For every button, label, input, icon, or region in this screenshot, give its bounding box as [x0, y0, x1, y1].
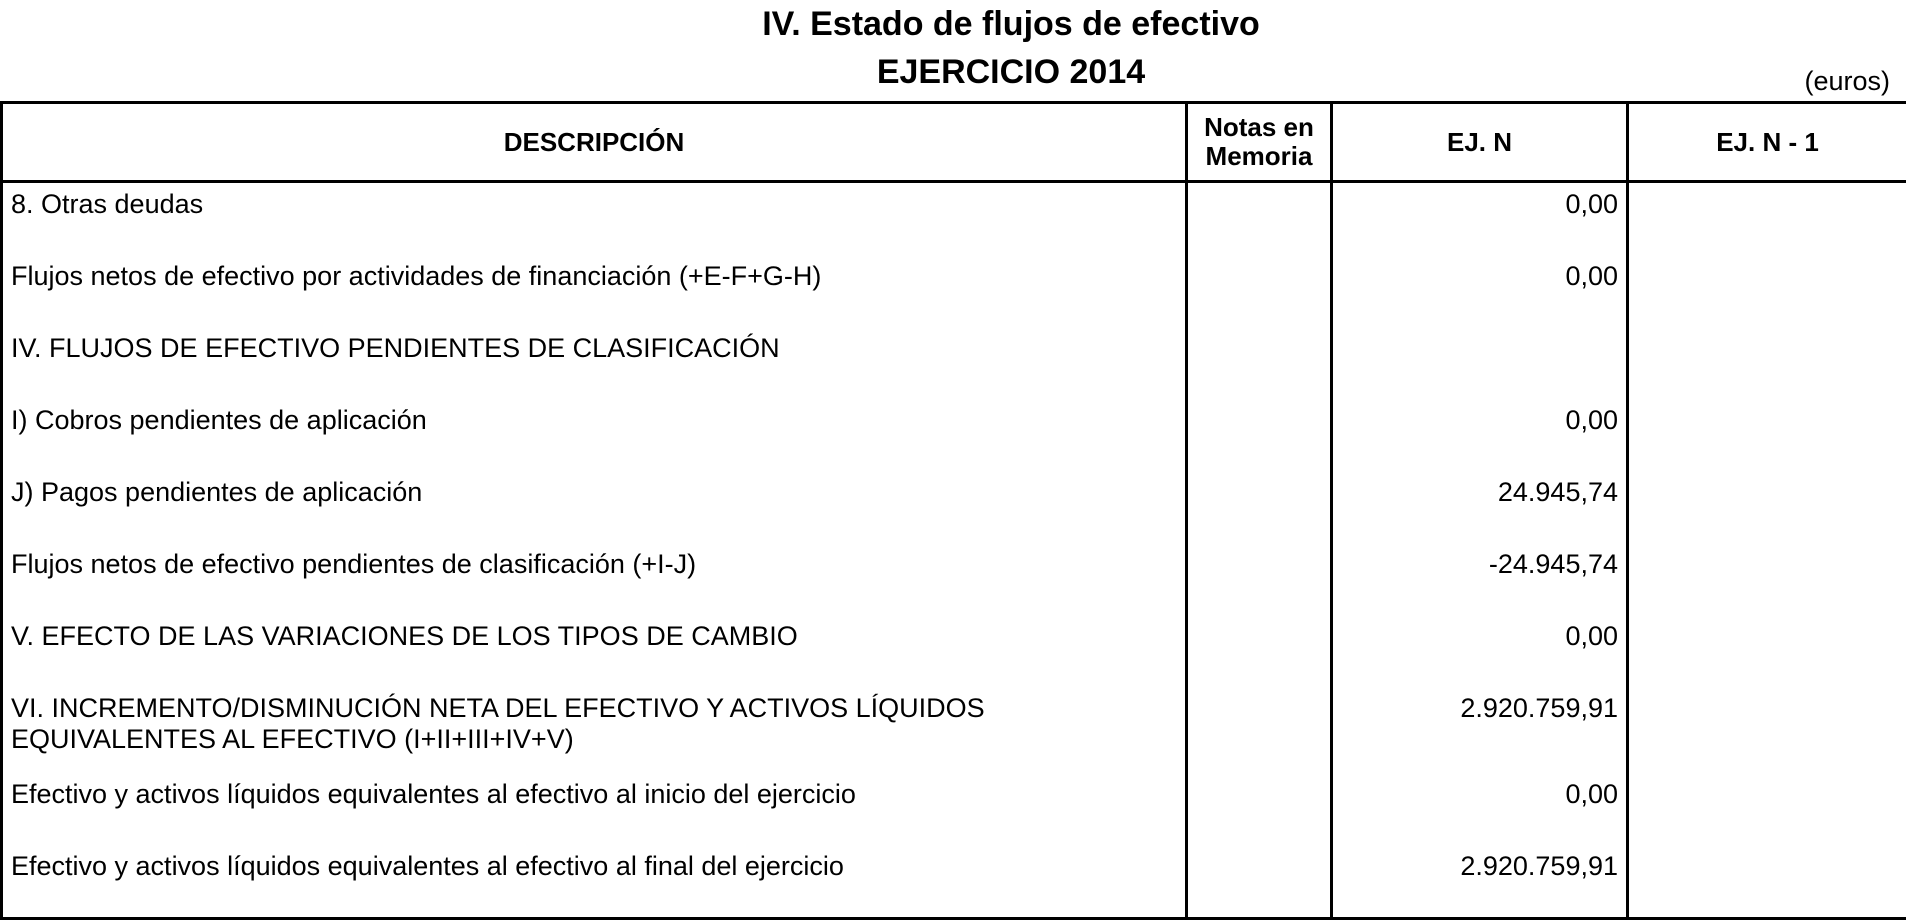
row-previous-value — [1628, 471, 1906, 543]
row-previous-value — [1628, 327, 1906, 399]
column-header-current-year: EJ. N — [1332, 103, 1628, 182]
row-current-value: 0,00 — [1332, 182, 1628, 256]
table-row — [2, 687, 1906, 773]
row-current-value: 0,00 — [1332, 255, 1628, 327]
row-previous-value — [1628, 845, 1906, 919]
row-description: Flujos netos de efectivo pendientes de clasificación (+I-J) — [2, 543, 1187, 615]
row-notes — [1187, 327, 1332, 399]
row-current-value: 2.920.759,91 — [1332, 687, 1628, 773]
row-current-value: 0,00 — [1332, 399, 1628, 471]
table-row — [2, 327, 1906, 399]
row-notes — [1187, 615, 1332, 687]
page-title: IV. Estado de flujos de efectivo — [0, 4, 1906, 44]
currency-units-label: (euros) — [1804, 66, 1890, 96]
table-row — [2, 543, 1906, 615]
row-description-line2: EQUIVALENTES AL EFECTIVO (I+II+III+IV+V) — [11, 724, 574, 754]
row-description: Efectivo y activos líquidos equivalentes al efectivo al inicio del ejercicio — [2, 773, 1187, 845]
table-row — [2, 773, 1906, 845]
column-header-previous-year: EJ. N - 1 — [1628, 103, 1906, 182]
row-description-line1: VI. INCREMENTO/DISMINUCIÓN NETA DEL EFECTIVO Y ACTIVOS LÍQUIDOS — [11, 693, 985, 723]
row-previous-value — [1628, 615, 1906, 687]
row-description: V. EFECTO DE LAS VARIACIONES DE LOS TIPOS DE CAMBIO — [2, 615, 1187, 687]
row-current-value: 2.920.759,91 — [1332, 845, 1628, 919]
row-description: Efectivo y activos líquidos equivalentes al efectivo al final del ejercicio — [2, 845, 1187, 919]
cash-flow-table — [0, 101, 1906, 920]
row-notes — [1187, 687, 1332, 773]
row-description: 8. Otras deudas — [2, 182, 1187, 256]
row-current-value: 0,00 — [1332, 773, 1628, 845]
fiscal-year-title: EJERCICIO 2014 — [0, 52, 1906, 92]
column-header-notes-line2: Memoria — [1206, 141, 1313, 171]
column-header-notes — [1187, 103, 1332, 182]
table-row — [2, 615, 1906, 687]
table-header-row — [2, 103, 1906, 182]
row-previous-value — [1628, 543, 1906, 615]
table-row — [2, 255, 1906, 327]
row-notes — [1187, 182, 1332, 256]
row-notes — [1187, 471, 1332, 543]
table-row — [2, 399, 1906, 471]
row-description: J) Pagos pendientes de aplicación — [2, 471, 1187, 543]
table-row — [2, 182, 1906, 256]
row-current-value: 0,00 — [1332, 615, 1628, 687]
row-previous-value — [1628, 255, 1906, 327]
row-description — [2, 687, 1187, 773]
row-current-value — [1332, 327, 1628, 399]
row-description: Flujos netos de efectivo por actividades de financiación (+E-F+G-H) — [2, 255, 1187, 327]
table-row — [2, 845, 1906, 919]
row-previous-value — [1628, 773, 1906, 845]
row-current-value: 24.945,74 — [1332, 471, 1628, 543]
row-description: IV. FLUJOS DE EFECTIVO PENDIENTES DE CLASIFICACIÓN — [2, 327, 1187, 399]
column-header-notes-line1: Notas en — [1204, 112, 1314, 142]
table-row — [2, 471, 1906, 543]
row-description: I) Cobros pendientes de aplicación — [2, 399, 1187, 471]
row-previous-value — [1628, 399, 1906, 471]
column-header-description: DESCRIPCIÓN — [2, 103, 1187, 182]
row-notes — [1187, 255, 1332, 327]
row-notes — [1187, 845, 1332, 919]
row-notes — [1187, 543, 1332, 615]
row-current-value: -24.945,74 — [1332, 543, 1628, 615]
row-notes — [1187, 399, 1332, 471]
row-previous-value — [1628, 687, 1906, 773]
row-previous-value — [1628, 182, 1906, 256]
row-notes — [1187, 773, 1332, 845]
